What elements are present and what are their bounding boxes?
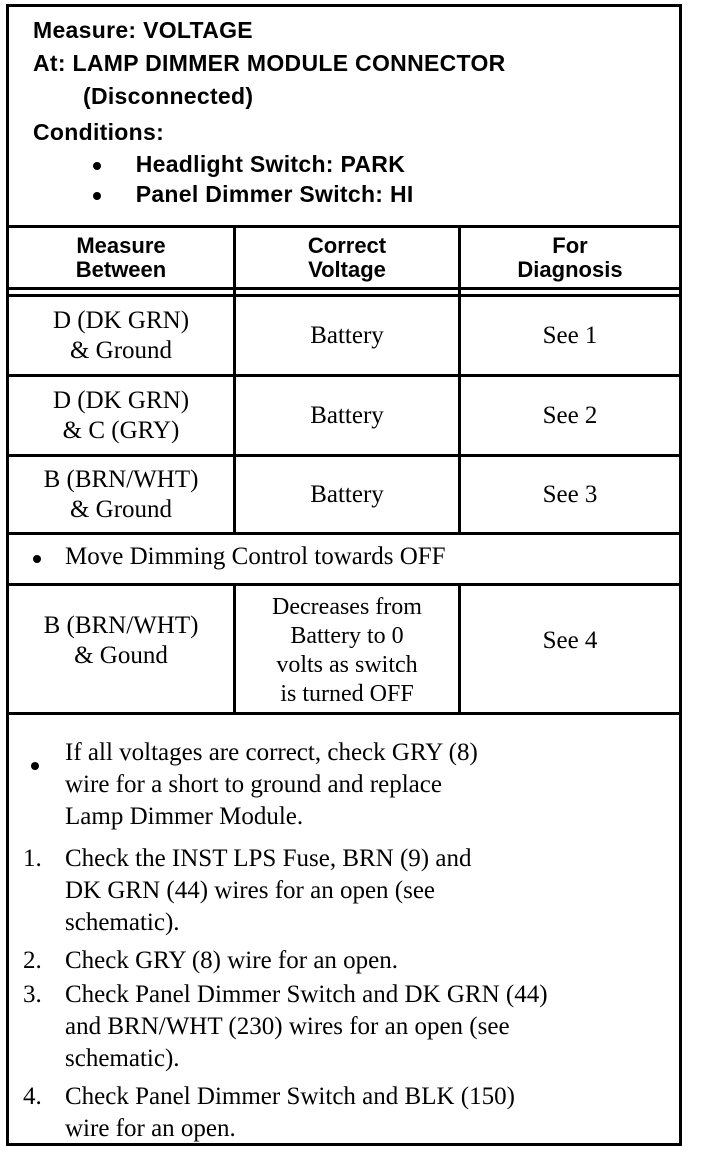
voltage-cell: Battery (310, 480, 384, 508)
bullet-icon (93, 162, 101, 170)
column-header-measure-between: Measure Between (75, 233, 167, 282)
conditions-label: Conditions: (33, 119, 165, 145)
column-header-correct-voltage: Correct Voltage (307, 233, 387, 282)
column-header-row (9, 225, 679, 291)
voltage-cell: Battery (310, 321, 384, 349)
move-instruction-row (9, 535, 679, 583)
note-item: 1. Check the INST LPS Fuse, BRN (9) and DK GRN (44) wires for an open (see schematic). (23, 845, 472, 936)
bullet-icon (31, 762, 39, 770)
double-rule-top (9, 287, 679, 290)
move-instruction-text: Move Dimming Control towards OFF (65, 543, 446, 570)
voltage-test-table (6, 4, 682, 1146)
measure-cell: B (BRN/WHT) & Ground (43, 465, 199, 523)
measure-cell: B (BRN/WHT) & Gound (43, 612, 199, 669)
condition-item: Panel Dimmer Switch: HI (93, 181, 414, 208)
table-row (9, 586, 679, 715)
bullet-icon (33, 555, 41, 563)
note-item: 4. Check Panel Dimmer Switch and BLK (150) wire for an open. (23, 1083, 515, 1142)
diagnosis-cell: See 4 (542, 627, 598, 654)
condition-item: Headlight Switch: PARK (93, 151, 405, 178)
diagnosis-cell: See 3 (542, 480, 598, 508)
column-header-for-diagnosis: For Diagnosis (517, 233, 623, 282)
note-item: 3. Check Panel Dimmer Switch and DK GRN (44) and BRN/WHT (230) wires for an open (see schematic). (23, 981, 548, 1072)
note-bullet: If all voltages are correct, check GRY (8) wire for a short to ground and replace Lamp Dimmer Module. (23, 737, 673, 837)
measure-title: Measure: VOLTAGE (33, 17, 253, 43)
diagnosis-notes (9, 715, 679, 1149)
diagnosis-cell: See 1 (542, 321, 598, 349)
table-row (9, 377, 679, 454)
column-divider (458, 583, 461, 713)
voltage-cell: Decreases from Battery to 0 volts as switch is turned OFF (272, 593, 422, 707)
test-header (9, 7, 679, 228)
column-divider (233, 583, 236, 713)
voltage-cell: Battery (310, 401, 384, 429)
column-divider (233, 225, 236, 533)
column-divider (458, 225, 461, 533)
bullet-icon (93, 192, 101, 200)
location-title: At: LAMP DIMMER MODULE CONNECTOR (33, 50, 506, 76)
note-item: 2. Check GRY (8) wire for an open. (23, 947, 399, 974)
measure-cell: D (DK GRN) & Ground (52, 306, 190, 364)
table-row (9, 297, 679, 374)
measure-cell: D (DK GRN) & C (GRY) (52, 386, 190, 444)
table-row (9, 457, 679, 532)
disconnected-note: (Disconnected) (83, 83, 254, 109)
diagnosis-cell: See 2 (542, 401, 598, 429)
